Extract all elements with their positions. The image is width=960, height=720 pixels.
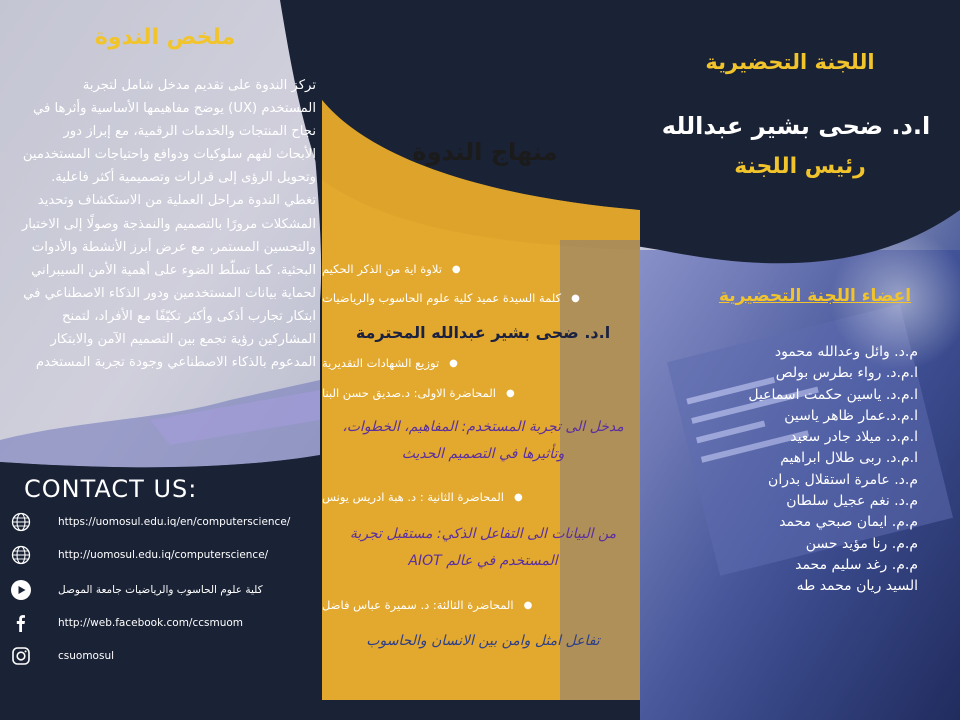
lecture-1-title: مدخل الى تجربة المستخدم: المفاهيم، الخطوات، وتأثيرها في التصميم الحديث xyxy=(342,419,624,462)
summary-line: لحماية بيانات المستخدمين ودور الذكاء الاصطناعي في xyxy=(23,285,316,301)
member-item: ا.م.د.عمار ظاهر ياسين xyxy=(784,407,918,424)
bullet-icon: ● xyxy=(449,357,458,369)
contact-title: CONTACT US: xyxy=(24,475,198,503)
member-item: م.د. وائل وعدالله محمود xyxy=(774,344,918,360)
lecture-2-title: من البيانات الى التفاعل الذكي: مستقبل تجربة المستخدم في عالم AIOT xyxy=(349,526,617,569)
agenda-item: ● توزيع الشهادات التقديرية xyxy=(322,356,458,370)
summary-line: المشكلات مرورًا بالتصميم والنمذجة وصولًا إلى الاختبار xyxy=(21,216,316,232)
summary-line: البحثية. كما تسلّط الضوء على أهمية الأمن السيبراني xyxy=(31,262,316,278)
contact-website-en[interactable] xyxy=(10,510,290,534)
agenda-highlight: ا.د. ضحى بشير عبدالله المحترمة xyxy=(355,323,611,342)
contact-youtube[interactable] xyxy=(10,578,263,602)
bullet-icon: ● xyxy=(523,599,533,611)
contact-youtube-text: كلية علوم الحاسوب والرياضيات جامعة الموصل xyxy=(58,584,263,596)
member-item: السيد ريان محمد طه xyxy=(796,578,918,595)
summary-line: ابتكار تجارب أذكى وأكثر تكيّفًا مع الأفراد، لتمنح xyxy=(61,308,316,324)
summary-line: وتحويل الرؤى إلى قرارات وتصميمية أكثر فاعلية. xyxy=(51,170,316,186)
bullet-icon: ● xyxy=(451,263,461,275)
members-title: اعضاء اللجنة التحضيرية xyxy=(718,286,912,306)
lecture-3-title: تفاعل امثل وامن بين الانسان والحاسوب xyxy=(366,633,600,649)
member-item: م.د. نغم عجيل سلطان xyxy=(786,493,918,510)
contact-instagram-text: csuomosul xyxy=(58,650,115,662)
committee-head-name: ا.د. ضحى بشير عبدالله xyxy=(661,112,931,140)
agenda-title: منهاج الندوة xyxy=(412,138,558,166)
summary-title: ملخص الندوة xyxy=(94,25,236,50)
member-item: ا.م.د. ربى طلال ابراهيم xyxy=(780,450,918,467)
member-item: ا.م.د. رواء بطرس بولص xyxy=(775,365,918,382)
member-item: م.د. عامرة استقلال بدران xyxy=(768,471,918,488)
instagram-icon xyxy=(10,645,32,667)
bullet-icon: ● xyxy=(571,292,580,304)
member-item: م.م. ايمان صبحي محمد xyxy=(779,514,918,531)
facebook-icon xyxy=(10,612,32,634)
contact-website-ar[interactable] xyxy=(10,543,268,567)
bullet-icon: ● xyxy=(505,387,515,399)
summary-line: نجاح المنتجات والخدمات الرقمية، مع إبراز دور xyxy=(63,124,316,140)
member-item: م.م. رغد سليم محمد xyxy=(795,556,918,573)
agenda-item: ● المحاضرة الثالثة: د. سميرة عباس فاضل xyxy=(322,598,533,612)
globe-icon xyxy=(10,544,32,566)
contact-instagram[interactable] xyxy=(10,644,114,668)
summary-line: تركز الندوة على تقديم مدخل شامل لتجربة xyxy=(82,78,316,93)
summary-line: تغطي الندوة مراحل العملية من الاستكشاف وتحديد xyxy=(37,193,316,209)
contact-website-ar-text: http://uomosul.edu.iq/computerscience/ xyxy=(58,549,269,561)
summary-line: والتحسين المستمر، مع عرض أبرز الأنشطة والأدوات xyxy=(31,239,316,255)
summary-line: المدعوم بالذكاء الاصطناعي وجودة تجربة المستخدم xyxy=(35,355,316,371)
bullet-icon: ● xyxy=(513,491,523,503)
agenda-item: ● المحاضرة الاولى: د.صديق حسن البنا xyxy=(322,386,515,400)
member-item: م.م. رنا مؤيد حسن xyxy=(805,535,918,552)
youtube-icon xyxy=(10,579,32,601)
committee-title: اللجنة التحضيرية xyxy=(705,50,875,74)
globe-icon xyxy=(10,511,32,533)
summary-line: الأبحاث لفهم سلوكيات ودوافع واحتياجات المستخدمين xyxy=(22,147,316,163)
members-list xyxy=(660,342,918,598)
contact-website-en-text: https://uomosul.edu.iq/en/computerscience/ xyxy=(58,516,291,528)
summary-line: المشاركين رؤية تجمع بين التصميم الآمن والابتكار xyxy=(50,332,316,348)
contact-facebook-text: http://web.facebook.com/ccsmuom xyxy=(58,617,244,629)
agenda-item: ● المحاضرة الثانية : د. هبة ادريس يونس xyxy=(322,490,523,504)
summary-line: المستخدم (UX) يوضح مفاهيمها الأساسية وأثرها في xyxy=(33,101,316,117)
summary-text xyxy=(4,74,316,374)
member-item: ا.م.د. ميلاد جادر سعيد xyxy=(790,429,918,446)
contact-facebook[interactable] xyxy=(10,611,243,635)
committee-head-role: رئيس اللجنة xyxy=(734,154,866,179)
member-item: ا.م.د. ياسين حكمت اسماعيل xyxy=(748,386,918,403)
agenda-item: ● تلاوة اية من الذكر الحكيم xyxy=(322,262,461,276)
agenda-item: ● كلمة السيدة عميد كلية علوم الحاسوب والرياضيات xyxy=(322,291,580,305)
